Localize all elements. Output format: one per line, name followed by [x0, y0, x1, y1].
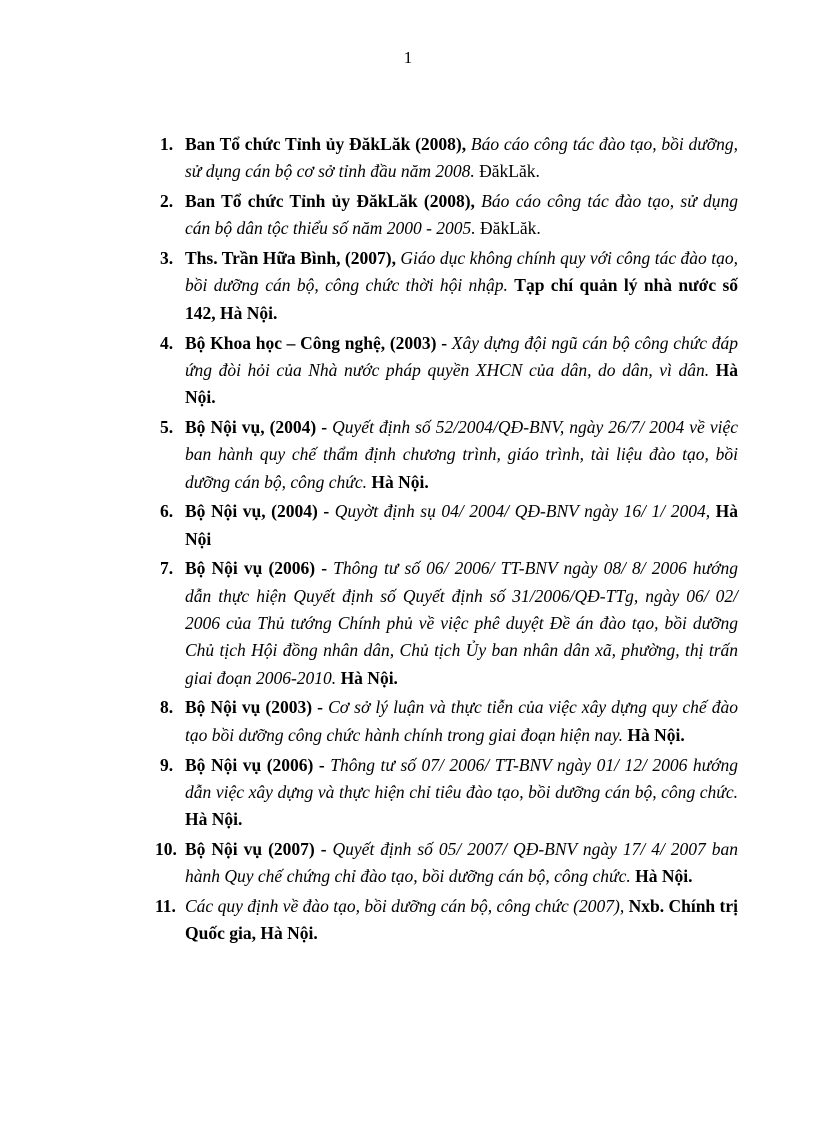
- reference-author: Bộ Nội vụ (2006) -: [185, 558, 328, 579]
- reference-publisher: Hà Nội.: [340, 667, 398, 688]
- reference-item: [160, 131, 739, 186]
- reference-item: [155, 893, 739, 948]
- reference-author: Bộ Nội vụ, (2004) -: [185, 501, 330, 522]
- reference-publisher: Hà Nội.: [185, 809, 243, 830]
- reference-list: [0, 131, 816, 950]
- reference-number: 4.: [160, 332, 174, 353]
- reference-number: 2.: [160, 191, 174, 212]
- reference-item: [160, 330, 739, 412]
- page-number: 1: [403, 48, 413, 67]
- reference-publisher: Tạp chí quản lý nhà nước số 142, Hà Nội.: [185, 275, 739, 323]
- reference-author: Bộ Nội vụ (2003) -: [185, 697, 323, 718]
- reference-publisher: ĐăkLăk.: [479, 161, 540, 182]
- reference-item: [160, 555, 739, 691]
- reference-item: [160, 752, 739, 834]
- reference-publisher: Hà Nội.: [635, 866, 693, 887]
- reference-author: Bộ Nội vụ, (2004) -: [185, 416, 328, 437]
- reference-title: Quyết định số 52/2004/QĐ-BNV, ngày 26/7/ 2004 về việc ban hành quy chế thẩm định chương trình, giáo trình, tài liệu đào tạo, bồi dưỡng cán bộ, công chức.: [185, 416, 739, 492]
- reference-publisher: Hà Nội.: [371, 471, 429, 492]
- reference-author: Bộ Khoa học – Công nghệ, (2003) -: [185, 332, 448, 353]
- reference-number: 5.: [160, 416, 174, 437]
- reference-number: 8.: [160, 697, 174, 718]
- reference-author: Ban Tổ chức Tỉnh ủy ĐăkLăk (2008),: [185, 134, 467, 154]
- reference-item: [160, 694, 739, 749]
- reference-title: Xây dựng đội ngũ cán bộ công chức đáp ứng đòi hỏi của Nhà nước pháp quyền XHCN của dân, do dân, vì dân.: [185, 332, 739, 380]
- reference-publisher: Hà Nội: [185, 501, 738, 549]
- reference-number: 1.: [160, 134, 174, 154]
- reference-number: 3.: [160, 248, 174, 269]
- reference-title: Cơ sở lý luận và thực tiễn của việc xây dựng quy chế đào tạo bồi dưỡng công chức hành chính trong giai đoạn hiện nay.: [185, 697, 739, 745]
- reference-number: 6.: [160, 501, 174, 522]
- reference-author: Ban Tổ chức Tỉnh ủy ĐăkLăk (2008),: [185, 191, 475, 212]
- reference-title: Thông tư số 07/ 2006/ TT-BNV ngày 01/ 12/ 2006 hướng dẫn việc xây dựng và thực hiện chỉ tiêu đào tạo, bồi dưỡng cán bộ, công chức.: [185, 754, 739, 802]
- reference-publisher: Nxb. Chính trị Quốc gia, Hà Nội.: [185, 896, 739, 944]
- reference-item: [160, 188, 738, 243]
- reference-publisher: Hà Nội.: [627, 724, 685, 745]
- reference-title: Báo cáo công tác đào tạo, sử dụng cán bộ dân tộc thiểu số năm 2000 - 2005.: [185, 191, 738, 239]
- reference-title: Thông tư số 06/ 2006/ TT-BNV ngày 08/ 8/ 2006 hướng dẫn thực hiện Quyết định số Quyết định số 31/2006/QĐ-TTg, ngày 06/ 02/ 2006 của Thủ tướng Chính phủ về việc phê duyệt Đề án đào tạo, bồi dưỡng Chủ tịch Hội đồng nhân dân, Chủ tịch Ủy ban nhân dân xã, phường, thị trấn giai đoạn 2006-2010.: [185, 558, 739, 688]
- reference-title: Quyết định số 05/ 2007/ QĐ-BNV ngày 17/ 4/ 2007 ban hành Quy chế chứng chỉ đào tạo, bồi dưỡng cán bộ, công chức.: [185, 838, 739, 887]
- reference-title: Các quy định về đào tạo, bồi dưỡng cán bộ, công chức (2007),: [185, 896, 625, 917]
- reference-item: [155, 836, 739, 891]
- reference-item: [160, 414, 739, 496]
- reference-number: 9.: [160, 754, 174, 775]
- reference-publisher: ĐăkLăk.: [480, 218, 541, 239]
- reference-number: 10.: [155, 838, 177, 859]
- reference-item: [160, 245, 739, 327]
- reference-title: Báo cáo công tác đào tạo, bồi dưỡng, sử dụng cán bộ cơ sở tỉnh đầu năm 2008.: [185, 134, 739, 182]
- reference-item: [160, 498, 738, 553]
- reference-author: Ths. Trần Hữa Bình, (2007),: [185, 248, 396, 269]
- reference-publisher: Hà Nội.: [185, 359, 739, 408]
- reference-author: Bộ Nội vụ (2006) -: [185, 754, 325, 775]
- reference-title: Quyờt định sụ 04/ 2004/ QĐ-BNV ngày 16/ 1/ 2004,: [334, 501, 711, 522]
- reference-author: Bộ Nội vụ (2007) -: [185, 838, 327, 859]
- reference-title: Giáo dục không chính quy với công tác đào tạo, bồi dưỡng cán bộ, công chức thời hội nhập.: [185, 248, 738, 296]
- reference-number: 7.: [160, 558, 174, 579]
- reference-number: 11.: [155, 896, 176, 917]
